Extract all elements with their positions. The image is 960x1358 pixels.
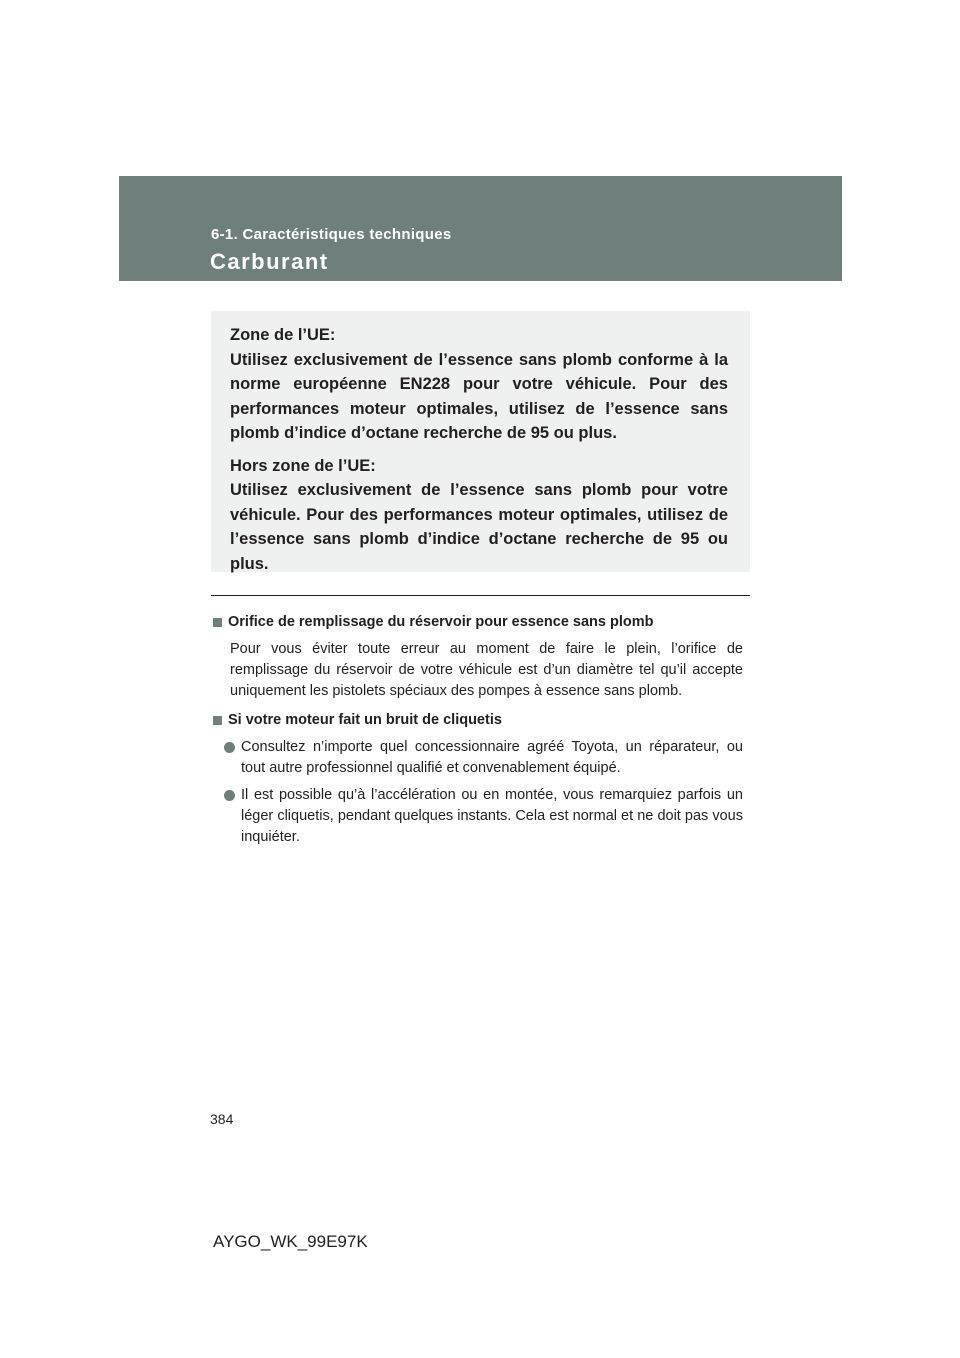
filler-text: Pour vous éviter toute erreur au moment de faire le plein, l’orifice de remplissage du réservoir de votre véhicule est d’un diamètre tel qu’il accepte uniquement les pistolets spéciaux des pompes à essence sans plomb. [230,641,743,699]
knocking-section [213,710,743,848]
non-eu-zone-text: Utilisez exclusivement de l’essence sans plomb pour votre véhicule. Pour des performances moteur optimales, utilisez de l’essence sans plomb d’indice d’octane recherche de 95 ou plus. [230,481,728,573]
divider [211,595,750,596]
square-bullet-icon [213,716,222,725]
list-item-text: Il est possible qu’à l’accélération ou en montée, vous remarquiez parfois un léger cliquetis, pendant quelques instants. Cela est normal et ne doit pas vous inquiéter. [241,787,743,845]
eu-zone-text: Utilisez exclusivement de l’essence sans plomb conforme à la norme européenne EN228 pour votre véhicule. Pour des performances moteur optimales, utilisez de l’essence sans plomb d’indice d’octane recherche de 95 ou plus. [230,350,728,442]
non-eu-zone-label: Hors zone de l’UE: [230,456,376,475]
document-code: AYGO_WK_99E97K [213,1232,368,1251]
list-item-text: Consultez n’importe quel concessionnaire agréé Toyota, un réparateur, ou tout autre professionnel qualifié et convenablement équipé. [241,739,743,776]
round-bullet-icon [224,742,235,753]
notes-content [213,612,743,848]
filler-heading [213,612,743,633]
knocking-heading-text: Si votre moteur fait un bruit de cliquetis [228,712,502,728]
list-item [224,737,743,779]
filler-section [213,612,743,702]
page-title: Carburant [210,249,329,274]
section-label: 6-1. Caractéristiques techniques [211,226,452,243]
page-number: 384 [210,1111,234,1127]
list-item [224,785,743,848]
square-bullet-icon [213,618,222,627]
round-bullet-icon [224,790,235,801]
fuel-info-box [211,311,750,572]
knocking-heading [213,710,743,731]
filler-heading-text: Orifice de remplissage du réservoir pour essence sans plomb [228,614,654,630]
eu-zone-label: Zone de l’UE: [230,326,336,344]
